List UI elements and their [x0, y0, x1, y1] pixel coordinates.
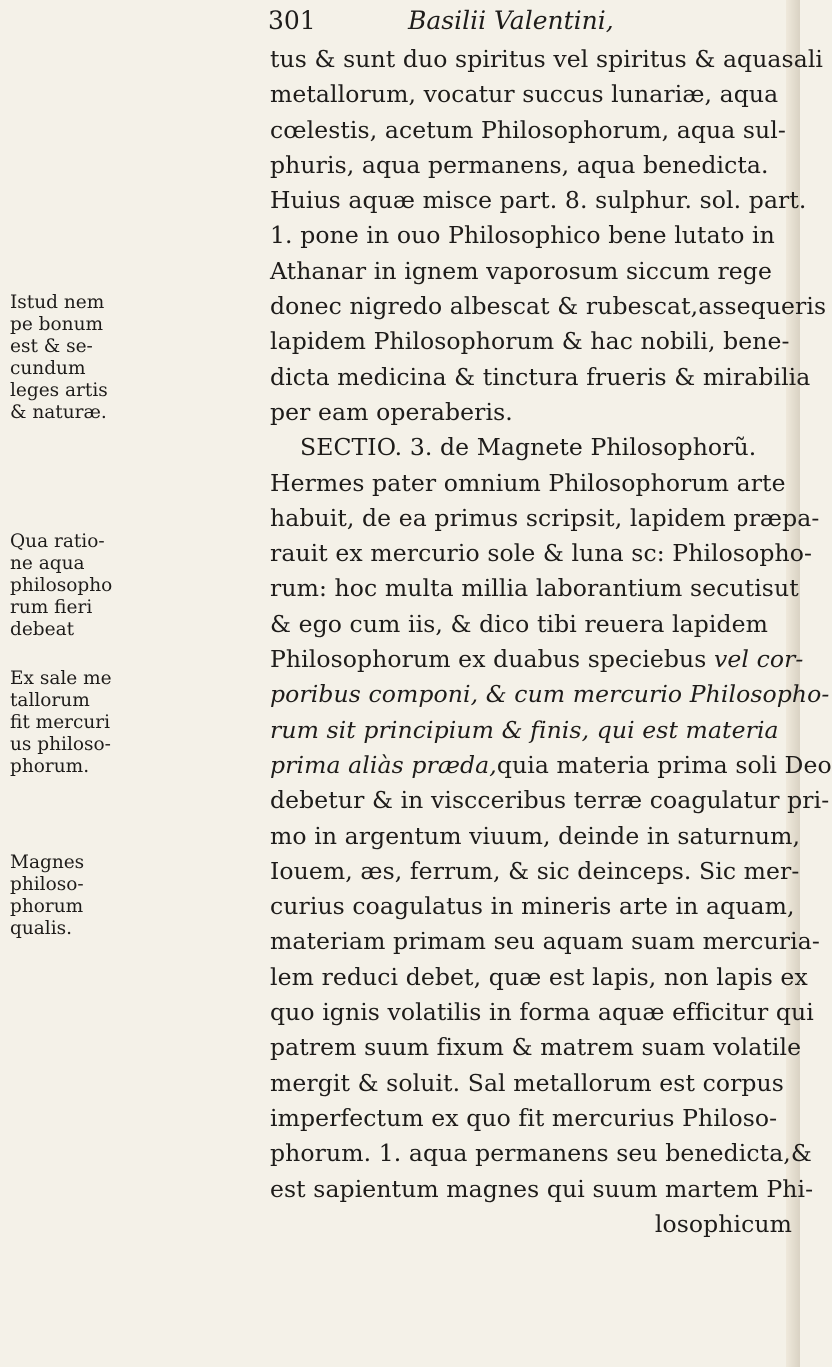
marginal-line: pe bonum — [10, 314, 104, 335]
roman-run: quia materia prima soli Deo — [496, 750, 832, 779]
text-line — [270, 536, 812, 571]
marginal-line: Ex sale me — [10, 668, 112, 689]
marginal-note-3 — [10, 668, 265, 778]
text-line — [270, 677, 830, 712]
text-line — [270, 713, 792, 748]
roman-run: patrem suum fixum & matrem suam volatile — [270, 1033, 802, 1062]
marginal-note-4 — [10, 852, 265, 940]
text-line — [270, 42, 824, 77]
roman-run: metallorum, vocatur succus lunariæ, aqua — [270, 80, 779, 109]
roman-run: & ego cum iis, & dico tibi reuera lapidem — [270, 609, 769, 638]
text-line — [270, 183, 807, 218]
roman-run: donec nigredo albescat & rubescat,assequeris — [270, 292, 827, 321]
text-line — [270, 607, 792, 642]
roman-run: mo in argentum viuum, deinde in saturnum, — [270, 821, 801, 850]
text-line — [270, 1030, 802, 1065]
marginal-line: philoso- — [10, 874, 84, 895]
roman-run: cœlestis, acetum Philosophorum, aqua sul- — [270, 115, 786, 144]
text-line — [270, 783, 830, 818]
marginal-line: phorum. — [10, 756, 90, 777]
text-line — [270, 1172, 814, 1207]
text-line — [270, 218, 792, 253]
text-line — [270, 395, 792, 430]
text-line — [270, 1136, 812, 1171]
marginal-line: fit mercuri — [10, 712, 111, 733]
running-title: Basilii Valentini, — [408, 6, 614, 35]
marginal-line: phorum — [10, 896, 84, 917]
italic-run: vel cor- — [714, 645, 804, 674]
marginal-line: leges artis — [10, 380, 108, 401]
text-line — [270, 289, 827, 324]
text-line — [270, 819, 801, 854]
text-line — [270, 1101, 792, 1136]
roman-run: mergit & soluit. Sal metallorum est corpus — [270, 1068, 784, 1097]
text-line — [270, 889, 795, 924]
italic-run: rum sit principium & finis, qui est materia — [270, 715, 779, 744]
page-header — [268, 6, 768, 40]
roman-run: quo ignis volatilis in forma aquæ efficitur qui — [270, 998, 814, 1027]
roman-run: debetur & in viscceribus terræ coagulatur pri- — [270, 786, 830, 815]
marginal-line: qualis. — [10, 918, 72, 939]
text-line — [270, 960, 808, 995]
roman-run: Iouem, æs, ferrum, & sic deinceps. Sic mer- — [270, 856, 800, 885]
roman-run: losophicum — [654, 1209, 792, 1238]
text-line — [270, 854, 800, 889]
roman-run: imperfectum ex quo fit mercurius Philoso- — [270, 1103, 778, 1132]
roman-run: Athanar in ignem vaporosum siccum rege — [270, 256, 772, 285]
marginal-line: Qua ratio- — [10, 531, 105, 552]
italic-run: poribus componi, & cum mercurio Philosopho- — [270, 680, 830, 709]
text-line — [270, 1066, 792, 1101]
roman-run: materiam primam seu aquam suam mercuria- — [270, 927, 820, 956]
text-line — [270, 995, 814, 1030]
roman-run: phuris, aqua permanens, aqua benedicta. — [270, 150, 769, 179]
roman-run: est sapientum magnes qui suum martem Phi- — [270, 1174, 814, 1203]
roman-run: phorum. 1. aqua permanens seu benedicta,& — [270, 1139, 812, 1168]
roman-run: habuit, de ea primus scripsit, lapidem præpa- — [270, 503, 820, 532]
text-line — [270, 360, 811, 395]
roman-run: lapidem Philosophorum & hac nobili, bene- — [270, 327, 790, 356]
roman-run: rum: hoc multa millia laborantium secutisut — [270, 574, 799, 603]
roman-run: curius coagulatus in mineris arte in aquam, — [270, 892, 795, 921]
main-text — [270, 42, 832, 1242]
roman-run: Huius aquæ misce part. 8. sulphur. sol. part. — [270, 186, 807, 215]
marginal-line: philosopho — [10, 575, 113, 596]
text-line — [270, 571, 799, 606]
text-line — [270, 501, 820, 536]
text-line — [270, 430, 792, 465]
marginal-line: tallorum — [10, 690, 90, 711]
text-line — [270, 748, 832, 783]
text-line — [270, 148, 792, 183]
text-line — [270, 324, 792, 359]
roman-run: per eam operaberis. — [270, 397, 513, 426]
marginal-line: Magnes — [10, 852, 85, 873]
marginal-note-2 — [10, 531, 265, 641]
marginal-note-1 — [10, 292, 265, 424]
text-line — [270, 466, 792, 501]
text-line — [270, 924, 820, 959]
roman-run: dicta medicina & tinctura frueris & mirabilia — [270, 362, 811, 391]
marginal-line: rum fieri — [10, 597, 93, 618]
italic-run: prima aliàs præda, — [270, 750, 497, 779]
roman-run: rauit ex mercurio sole & luna sc: Philosopho- — [270, 539, 812, 568]
marginal-line: ne aqua — [10, 553, 85, 574]
roman-run: Philosophorum ex duabus speciebus — [270, 645, 715, 674]
marginal-line: & naturæ. — [10, 402, 107, 423]
roman-run: lem reduci debet, quæ est lapis, non lapis ex — [270, 962, 808, 991]
marginal-line: us philoso- — [10, 734, 111, 755]
text-line — [270, 113, 792, 148]
marginal-line: Istud nem — [10, 292, 105, 313]
roman-run: Hermes pater omnium Philosophorum arte — [270, 468, 786, 497]
text-line — [270, 77, 792, 112]
roman-run: 1. pone in ouo Philosophico bene lutato in — [270, 221, 775, 250]
marginal-line: debeat — [10, 619, 75, 640]
marginal-line: cundum — [10, 358, 86, 379]
text-line — [270, 1207, 792, 1242]
marginal-line: est & se- — [10, 336, 93, 357]
page-number: 301 — [268, 6, 316, 35]
text-line — [270, 642, 804, 677]
roman-run: tus & sunt duo spiritus vel spiritus & aquasali — [270, 45, 824, 73]
roman-run: SECTIO. 3. de Magnete Philosophorũ. — [300, 433, 757, 462]
text-line — [270, 254, 792, 289]
